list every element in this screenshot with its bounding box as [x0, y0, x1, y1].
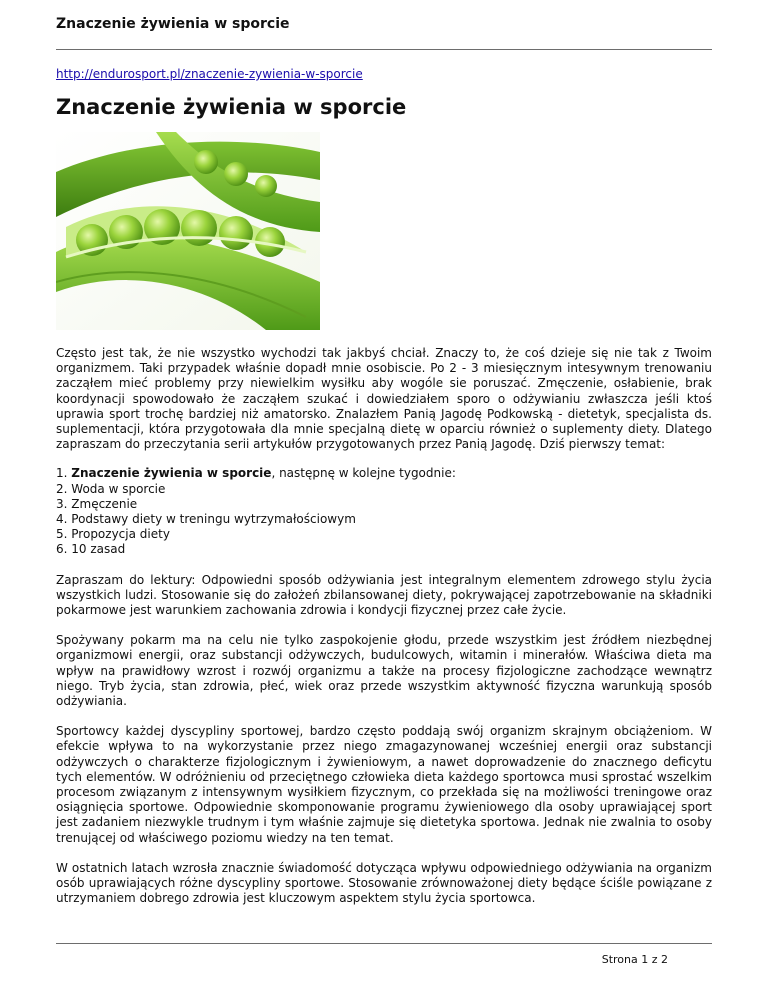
series-list [56, 466, 712, 557]
body-paragraph: Sportowcy każdej dyscypliny sportowej, bardzo często poddają swój organizm skrajnym obciążeniom. W efekcie wpływa to na wykorzystanie przez niego zmagazynowanej wcześniej energii oraz substancji odżywczych o charakterze fizjologicznym i żywieniowym, a nawet doprowadzenie do znacznego deficytu tych elementów. W odróżnieniu od przeciętnego człowieka dieta każdego sportowca musi sprostać wszelkim procesom związanym z intensywnym wysiłkiem fizycznym, co przekłada się na możliwości treningowe oraz osiągnięcia sportowe. Odpowiednie skomponowanie programu żywieniowego dla osoby uprawiającej sport jest zadaniem niezwykle trudnym i tym właśnie zajmuje się dietetyka sportowa. Jednak nie zwalnia to osoby trenującej od właściwego poziomu wiedzy na ten temat. [56, 724, 712, 845]
body-paragraph: W ostatnich latach wzrosła znacznie świadomość dotycząca wpływu odpowiedniego odżywiania na organizm osób uprawiających różne dyscypliny sportowe. Stosowanie zrównoważonej diety będące ściśle powiązane z utrzymaniem dobrego zdrowia jest kluczowym aspektem stylu życia sportowca. [56, 860, 712, 906]
list-item: 4. Podstawy diety w treningu wytrzymałościowym [56, 512, 356, 527]
current-topic-title: Znaczenie żywienia w sporcie [71, 466, 272, 481]
list-item: 2. Woda w sporcie [56, 481, 166, 496]
green-peas-image [56, 132, 320, 330]
list-item: 3. Zmęczenie [56, 496, 138, 511]
page-number: Strona 1 z 2 [601, 953, 668, 966]
body-paragraph: Spożywany pokarm ma na celu nie tylko zaspokojenie głodu, przede wszystkim jest źródłem niezbędnej organizmowi energii, oraz substancji odżywczych, budulcowych, witamin i minerałów. Właściwa dieta ma wpływ na prawidłowy wzrost i rozwój organizmu a także na procesy fizjologiczne zachodzące wewnątrz niego. Tryb życia, stan zdrowia, płeć, wiek oraz przede wszystkim aktywność fizyczna warunkują sposób odżywiania. [56, 633, 712, 709]
footer-divider [56, 943, 712, 944]
list-item: 5. Propozycja diety [56, 527, 170, 542]
document-page [56, 0, 712, 994]
header-divider [56, 49, 712, 50]
source-url-link[interactable]: http://endurosport.pl/znaczenie-zywienia-w-sporcie [56, 67, 363, 81]
intro-paragraph: Często jest tak, że nie wszystko wychodzi tak jakbyś chciał. Znaczy to, że coś dzieje się nie tak z Twoim organizmem. Taki przypadek właśnie dopadł mnie osobiscie. Po 2 - 3 miesięcznym intesywnym trenowaniu zacząłem mieć problemy przy niewielkim wysiłku aby wogóle sie poruszać. Zmęczenie, osłabienie, brak koordynacji spowodowało że zacząłem szukać i dowiedziałem sporo o odżywianiu zwłaszcza jeśli ktoś uprawia sport trochę bardziej niż amatorsko. Znalazłem Panią Jagodę Podkowską - dietetyk, specjalista ds. suplementacji, która przygotowała dla mnie specjalną dietę w oparciu również o suplementy diety. Dlatego zapraszam do przeczytania serii artykułów przygotowanych przez Panią Jagodę. Dziś pierwszy temat: [56, 346, 712, 452]
running-header-title: Znaczenie żywienia w sporcie [56, 16, 290, 32]
article-body [56, 346, 712, 922]
article-title: Znaczenie żywienia w sporcie [56, 95, 407, 119]
body-paragraph: Zapraszam do lektury: Odpowiedni sposób odżywiania jest integralnym elementem zdrowego stylu życia wszystkich ludzi. Stosowanie się do założeń zbilansowanej diety, pokrywającej zapotrzebowanie na składniki pokarmowe jest warunkiem zachowania zdrowia i kondycji fizycznej przez całe życie. [56, 572, 712, 618]
list-item: 1. Znaczenie żywienia w sporcie, następnę w kolejne tygodnie: [56, 466, 456, 481]
list-item: 6. 10 zasad [56, 542, 126, 557]
